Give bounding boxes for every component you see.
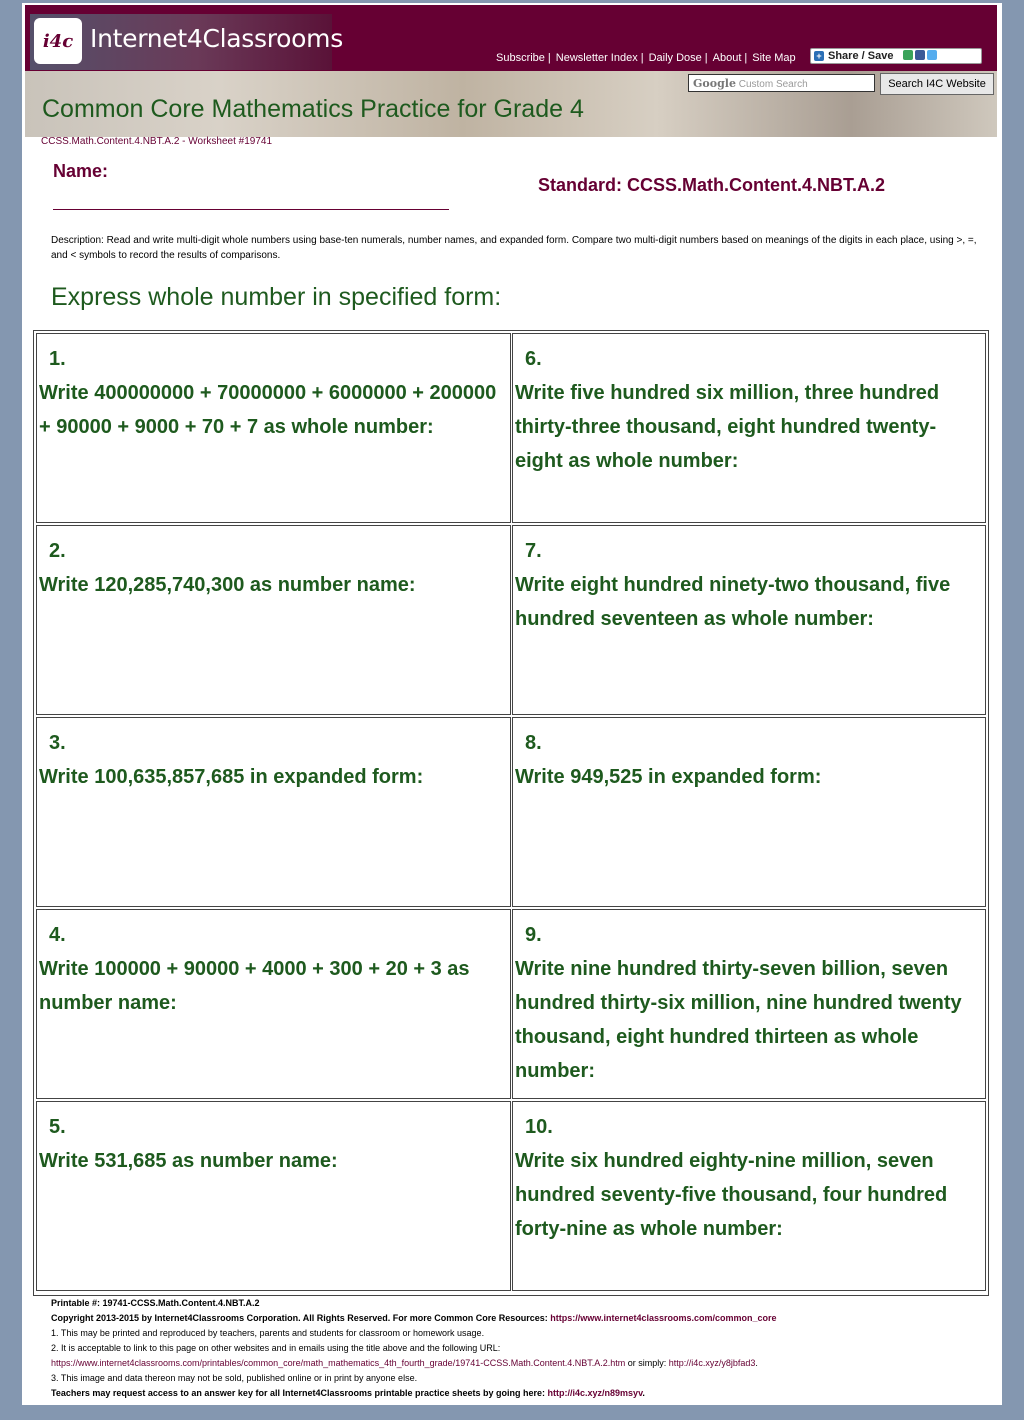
question-cell (36, 333, 511, 523)
email-share-icon[interactable] (903, 50, 913, 60)
question-number: 8. (525, 732, 542, 754)
question-cell (512, 717, 986, 907)
worksheet-url-link[interactable]: https://www.internet4classrooms.com/printables/common_core/math_mathematics_4th_fourth_grade/19741-CCSS.Math.Content.4.NBT.A.2.htm (51, 1358, 626, 1368)
name-label: Name: (53, 161, 109, 181)
question-cell (512, 525, 986, 715)
footer-note-1: 1. This may be printed and reproduced by teachers, parents and students for classroom or homework usage. (51, 1328, 485, 1338)
instruction-heading: Express whole number in specified form: (51, 283, 502, 311)
nav-subscribe[interactable]: Subscribe (496, 52, 545, 64)
copyright: Copyright 2013-2015 by Internet4Classrooms Corporation. All Rights Reserved. For more Common Core Resources: https://www.internet4classrooms.com/common_core (51, 1313, 777, 1323)
common-core-link[interactable]: https://www.internet4classrooms.com/common_core (550, 1313, 777, 1323)
breadcrumb: CCSS.Math.Content.4.NBT.A.2 - Worksheet #19741 (41, 136, 273, 147)
question-cell (36, 909, 511, 1099)
question-number: 9. (525, 924, 542, 946)
question-cell (512, 909, 986, 1099)
question-cell (36, 717, 511, 907)
logo-text: Internet4Classrooms (90, 24, 343, 53)
description: Description: Read and write multi-digit whole numbers using base-ten numerals, number names, and expanded form. Compare two multi-digit numbers based on meanings of the digits in each place, using >, =, and < symbols to record the results of comparisons. (51, 235, 977, 261)
question-number: 6. (525, 348, 542, 370)
question-text: Write five hundred six million, three hundred thirty-three thousand, eight hundred twenty-eight as whole number: (515, 382, 940, 472)
question-number: 1. (49, 348, 66, 370)
footer-note-2: 2. It is acceptable to link to this page on other websites and in emails using the title above and the following URL: (51, 1343, 501, 1353)
question-text: Write six hundred eighty-nine million, seven hundred seventy-five thousand, four hundred forty-nine as whole number: (515, 1150, 948, 1240)
answer-key-link[interactable]: http://i4c.xyz/n89msyv (547, 1388, 643, 1398)
question-text: Write 949,525 in expanded form: (515, 766, 822, 788)
site-logo[interactable] (30, 14, 343, 70)
name-line (53, 209, 449, 210)
question-text: Write 100000 + 90000 + 4000 + 300 + 20 + 3 as number name: (39, 958, 470, 1014)
twitter-icon[interactable] (927, 50, 937, 60)
nav-about[interactable]: About (712, 52, 742, 64)
teacher-note: Teachers may request access to an answer key for all Internet4Classrooms printable practice sheets by going here: http://i4c.xyz/n89msyv. (51, 1388, 645, 1398)
question-cell (36, 525, 511, 715)
page-title: Common Core Mathematics Practice for Grade 4 (42, 95, 584, 123)
facebook-icon[interactable] (915, 50, 925, 60)
question-number: 4. (49, 924, 66, 946)
question-number: 5. (49, 1116, 66, 1138)
top-nav: Subscribe | Newsletter Index | Daily Dose | About | Site Map (496, 52, 796, 64)
nav-daily-dose[interactable]: Daily Dose (648, 52, 702, 64)
google-logo: Google (693, 77, 736, 90)
share-save-button[interactable] (810, 48, 982, 64)
search-placeholder: Custom Search (738, 79, 808, 90)
footer (51, 1296, 991, 1401)
share-plus-icon: + (814, 51, 824, 61)
question-text: Write eight hundred ninety-two thousand, five hundred seventeen as whole number: (515, 574, 951, 630)
question-cell (512, 333, 986, 523)
question-number: 7. (525, 540, 542, 562)
question-cell (512, 1101, 986, 1291)
question-number: 2. (49, 540, 66, 562)
question-cell (36, 1101, 511, 1291)
top-bar (25, 5, 997, 71)
footer-url-line: https://www.internet4classrooms.com/printables/common_core/math_mathematics_4th_fourth_grade/19741-CCSS.Math.Content.4.NBT.A.2.htm or simply: http://i4c.xyz/y8jbfad3. (51, 1358, 758, 1368)
footer-note-3: 3. This image and data thereon may not be sold, published online or in print by anyone else. (51, 1373, 418, 1383)
printable-number: Printable #: 19741-CCSS.Math.Content.4.NBT.A.2 (51, 1298, 260, 1308)
logo-badge-icon: i4c (34, 18, 82, 64)
standard-label: Standard: CCSS.Math.Content.4.NBT.A.2 (538, 175, 886, 195)
question-text: Write 100,635,857,685 in expanded form: (39, 766, 424, 788)
worksheet-page (22, 3, 1002, 1405)
question-text: Write 531,685 as number name: (39, 1150, 338, 1172)
question-text: Write 120,285,740,300 as number name: (39, 574, 416, 596)
question-text: Write nine hundred thirty-seven billion, seven hundred thirty-six million, nine hundred twenty thousand, eight hundred thirteen as whole number: (515, 958, 962, 1082)
search-input[interactable] (688, 74, 875, 92)
question-number: 10. (525, 1116, 553, 1138)
question-text: Write 400000000 + 70000000 + 6000000 + 200000 + 90000 + 9000 + 70 + 7 as whole number: (39, 382, 497, 438)
question-number: 3. (49, 732, 66, 754)
short-url-link[interactable]: http://i4c.xyz/y8jbfad3 (668, 1358, 756, 1368)
nav-site-map[interactable]: Site Map (752, 52, 796, 64)
nav-newsletter-index[interactable]: Newsletter Index (555, 52, 638, 64)
share-label: Share / Save (828, 50, 894, 62)
search-button[interactable]: Search I4C Website (880, 73, 994, 95)
question-grid (33, 330, 989, 1296)
